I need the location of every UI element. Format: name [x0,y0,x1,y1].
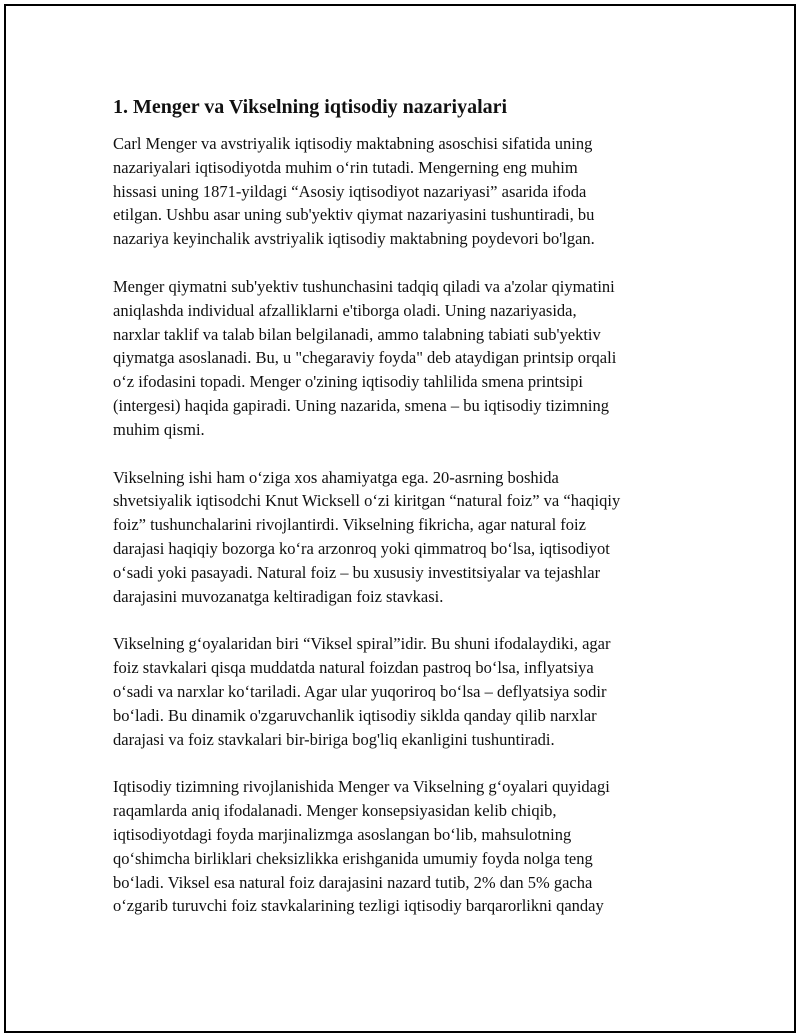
paragraph-4 [113,632,693,751]
text-line: darajasi haqiqiy bozorga ko‘ra arzonroq yoki qimmatroq bo‘lsa, iqtisodiyot [113,538,610,558]
text-line: darajasini muvozanatga keltiradigan foiz stavkasi. [113,586,444,606]
text-line: iqtisodiyotdagi foyda marjinalizmga asoslangan bo‘lib, mahsulotning [113,824,572,844]
text-line: raqamlarda aniq ifodalanadi. Menger konsepsiyasidan kelib chiqib, [113,801,557,821]
document-body [113,94,693,942]
text-line: etilgan. Ushbu asar uning sub'yektiv qiymat nazariyasini tushuntiradi, bu [113,205,595,225]
text-line: muhim qismi. [113,419,205,439]
text-line: hissasi uning 1871-yildagi “Asosiy iqtisodiyot nazariyasi” asarida ifoda [113,181,587,201]
text-line: bo‘ladi. Bu dinamik o'zgaruvchanlik iqtisodiy siklda qanday qilib narxlar [113,705,597,725]
text-line: nazariyalari iqtisodiyotda muhim o‘rin tutadi. Mengerning eng muhim [113,157,578,177]
text-line: Menger qiymatni sub'yektiv tushunchasini tadqiq qiladi va a'zolar qiymatini [113,276,615,296]
text-line: darajasi va foiz stavkalari bir-biriga bog'liq ekanligini tushuntiradi. [113,729,555,749]
text-line: foiz stavkalari qisqa muddatda natural foizdan pastroq bo‘lsa, inflyatsiya [113,658,594,678]
paragraph-3 [113,466,693,609]
text-line: aniqlashda individual afzalliklarni e'tiborga oladi. Uning nazariyasida, [113,300,577,320]
paragraph-2 [113,275,693,442]
text-line: bo‘ladi. Viksel esa natural foiz darajasini nazard tutib, 2% dan 5% gacha [113,872,593,892]
text-line: o‘sadi yoki pasayadi. Natural foiz – bu xususiy investitsiyalar va tejashlar [113,562,601,582]
text-line: Vikselning ishi ham o‘ziga xos ahamiyatga ega. 20-asrning boshida [113,467,559,487]
text-line: o‘z ifodasini topadi. Menger o'zining iqtisodiy tahlilida smena printsipi [113,372,583,392]
paragraph-5 [113,775,693,918]
text-line: qiymatga asoslanadi. Bu, u "chegaraviy foyda" deb ataydigan printsip orqali [113,348,617,368]
text-line: Carl Menger va avstriyalik iqtisodiy maktabning asoschisi sifatida uning [113,134,593,153]
paragraph-1 [113,132,693,251]
text-line: (intergesi) haqida gapiradi. Uning nazarida, smena – bu iqtisodiy tizimning [113,395,609,415]
text-line: Vikselning g‘oyalaridan biri “Viksel spiral”idir. Bu shuni ifodalaydiki, agar [113,634,611,654]
text-line: Iqtisodiy tizimning rivojlanishida Menger va Vikselning g‘oyalari quyidagi [113,777,610,797]
text-line: shvetsiyalik iqtisodchi Knut Wicksell o‘zi kiritgan “natural foiz” va “haqiqiy [113,491,621,511]
section-heading: 1. Menger va Vikselning iqtisodiy nazariyalari [113,96,508,118]
text-line: foiz” tushunchalarini rivojlantirdi. Vikselning fikricha, agar natural foiz [113,515,586,535]
text-line: nazariya keyinchalik avstriyalik iqtisodiy maktabning poydevori bo'lgan. [113,229,595,249]
text-line: o‘zgarib turuvchi foiz stavkalarining tezligi iqtisodiy barqarorlikni qanday [113,896,604,916]
text-line: o‘sadi va narxlar ko‘tariladi. Agar ular yuqoriroq bo‘lsa – deflyatsiya sodir [113,681,607,701]
text-line: narxlar taklif va talab bilan belgilanadi, ammo talabning tabiati sub'yektiv [113,324,601,344]
text-line: qo‘shimcha birliklari cheksizlikka erishganida umumiy foyda nolga teng [113,848,593,868]
